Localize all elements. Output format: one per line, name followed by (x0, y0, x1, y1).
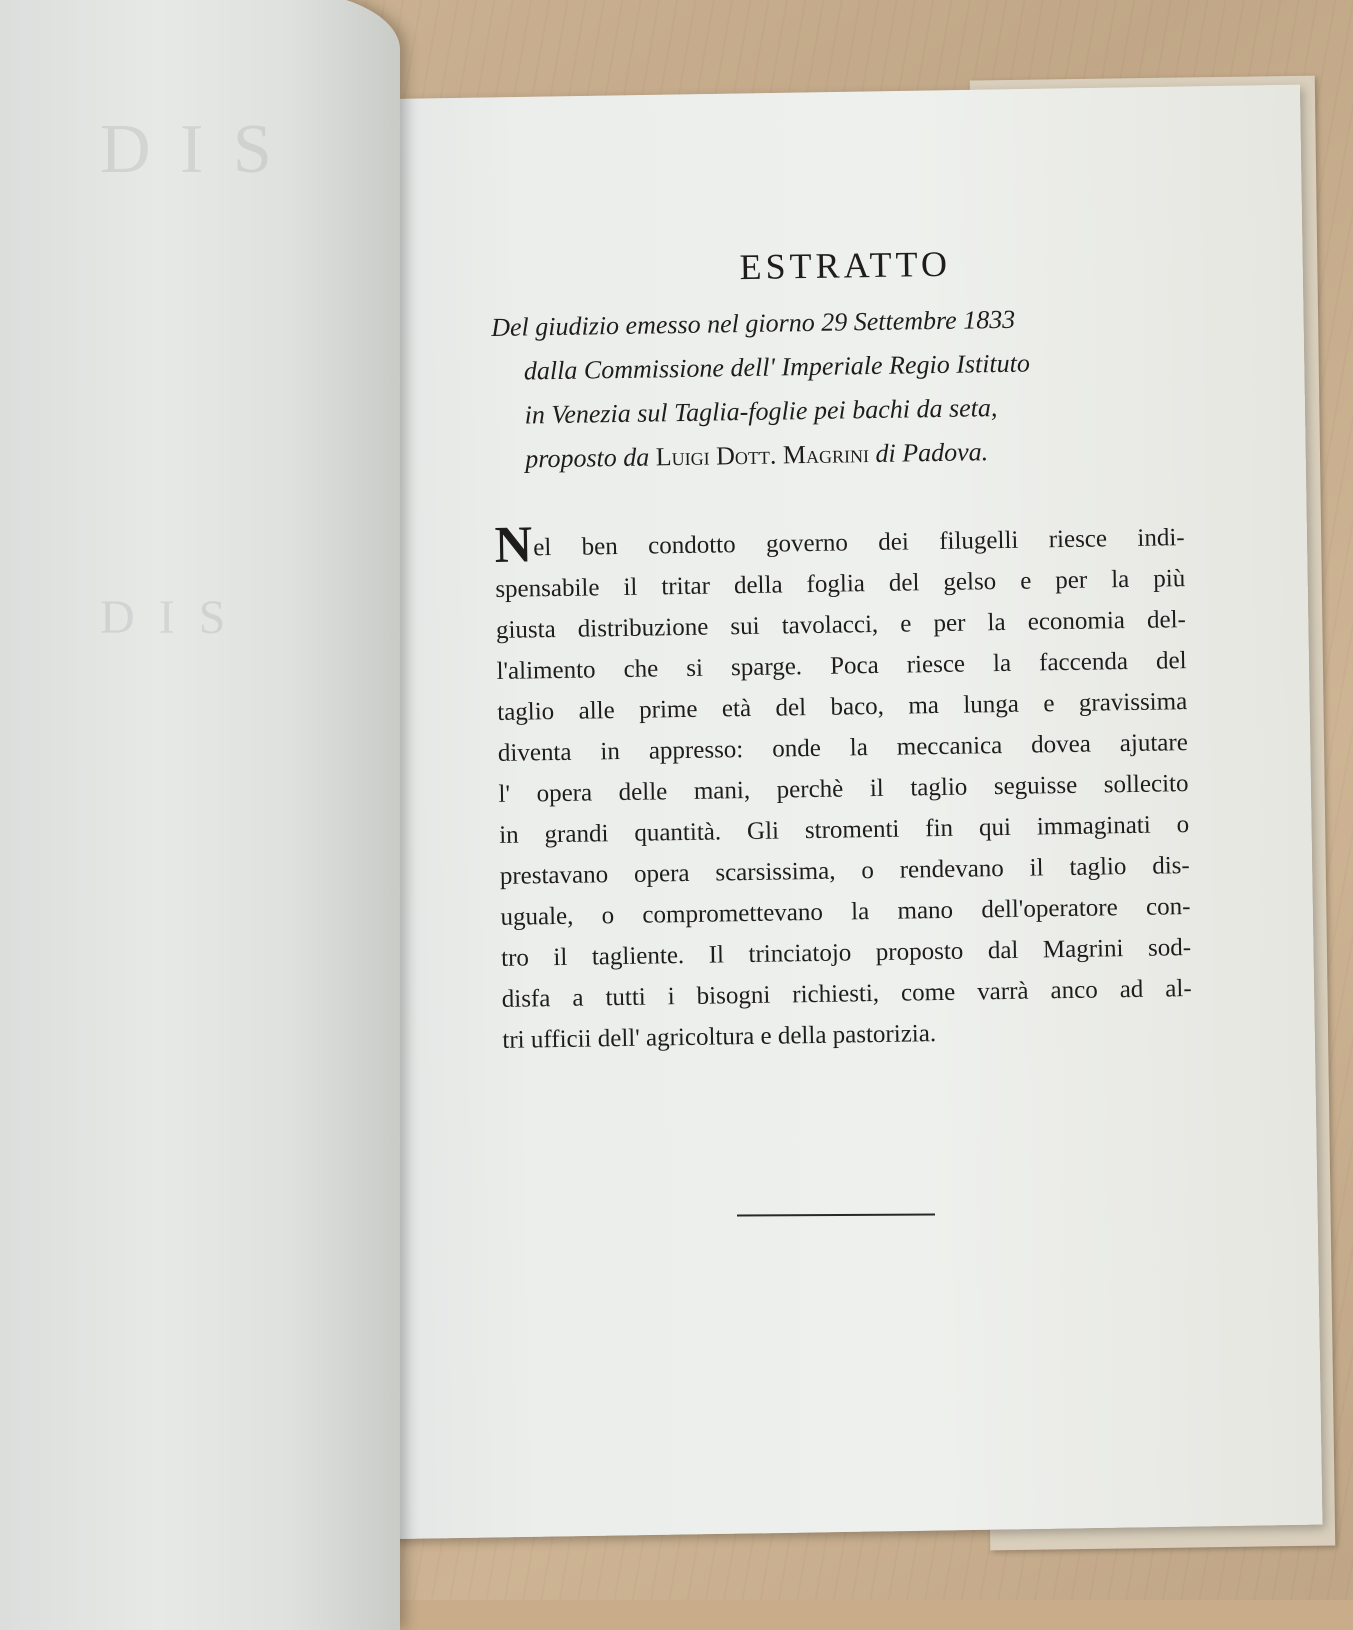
subtitle-prefix: proposto da (525, 442, 656, 474)
bleed-through-mark: D I S (100, 591, 232, 644)
page-text (490, 239, 1193, 1061)
body-line: taglio alle prime età del baco, ma lunga e gravissima (497, 688, 1188, 726)
body-paragraph (494, 515, 1192, 1061)
subtitle-line: dalla Commissione dell' Imperiale Regio Istituto (523, 348, 1031, 386)
body-line: tri ufficii dell' agricoltura e della pastorizia. (502, 1020, 937, 1054)
subtitle-suffix: di Padova. (868, 437, 989, 469)
body-line: l'alimento che si sparge. Poca riesce la faccenda del (496, 647, 1187, 685)
subtitle-line: in Venezia sul Taglia-foglie pei bachi da seta, (524, 393, 998, 430)
body-line: uguale, o compromettevano la mano dell'operatore con- (500, 893, 1191, 931)
body-line: diventa in appresso: onde la meccanica dovea ajutare (497, 729, 1189, 767)
subtitle-line: Del giudizio emesso nel giorno 29 Settembre 1833 (490, 304, 1016, 342)
subtitle (491, 295, 1184, 482)
drop-cap: N (494, 516, 533, 574)
author-name: Luigi Dott. Magrini (655, 439, 870, 472)
body-line: prestavano opera scarsissima, o rendevano il taglio dis- (499, 852, 1190, 890)
bleed-through-mark: D I S (100, 111, 278, 188)
body-line: giusta distribuzione sui tavolacci, e per la economia del- (495, 606, 1187, 644)
left-page-curl (0, 0, 400, 1630)
body-line: l' opera delle mani, perchè il taglio seguisse sollecito (498, 770, 1189, 808)
body-line: in grandi quantità. Gli stromenti fin qui immaginati o (498, 811, 1190, 849)
page-title: ESTRATTO (739, 243, 952, 288)
body-line: tro il tagliente. Il trinciatojo proposto dal Magrini sod- (500, 934, 1192, 972)
body-line: disfa a tutti i bisogni richiesti, come varrà anco ad al- (501, 975, 1192, 1013)
subtitle-line (493, 427, 1184, 482)
body-line-text: el ben condotto governo dei filugelli riesce indi- (533, 524, 1185, 562)
body-line: spensabile il tritar della foglia del gelso e per la più (495, 565, 1186, 603)
